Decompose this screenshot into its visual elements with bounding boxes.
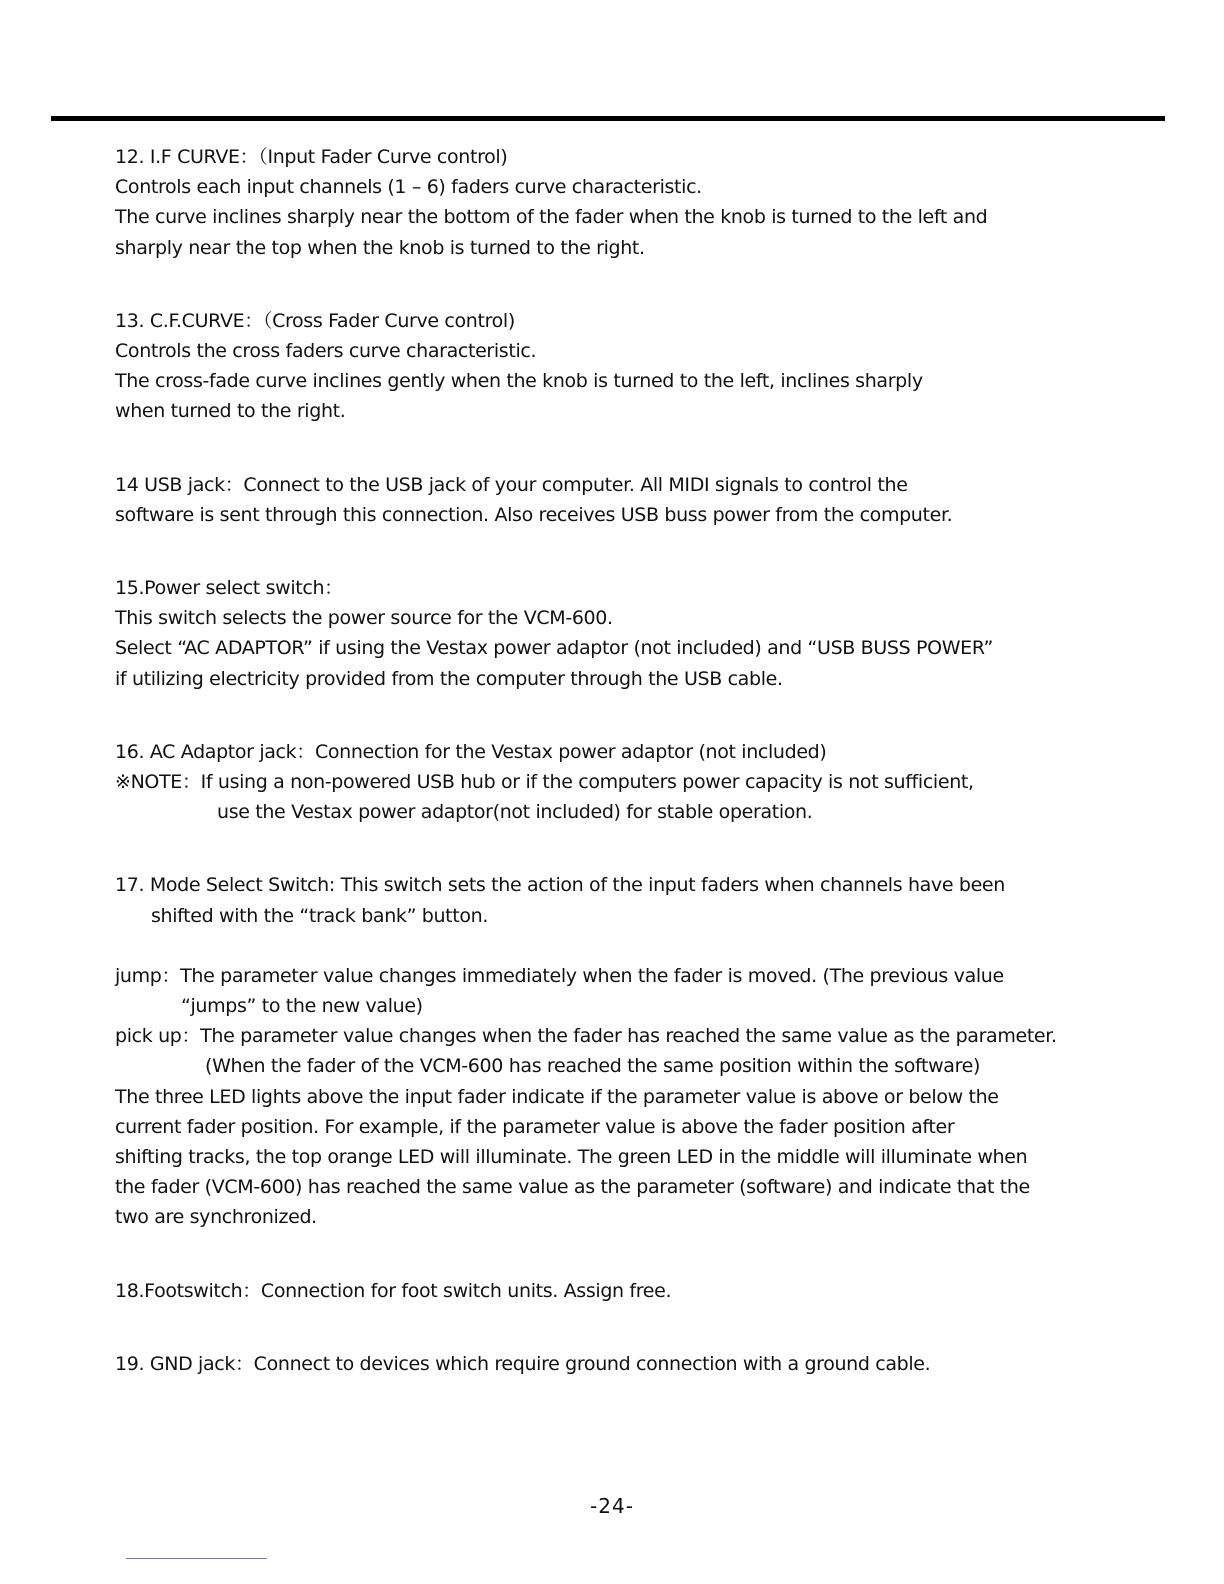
section-usb-jack (115, 470, 1155, 530)
section-title: 16. AC Adaptor jack：Connection for the Vestax power adaptor (not included) (115, 740, 827, 763)
paragraph-line: two are synchronized. (115, 1206, 317, 1229)
header-rule (51, 116, 1165, 121)
paragraph-line: 14 USB jack：Connect to the USB jack of your computer. All MIDI signals to control the (115, 473, 908, 496)
section-title: 15.Power select switch： (115, 577, 343, 600)
paragraph-line: software is sent through this connection. Also receives USB buss power from the computer. (115, 503, 953, 526)
note-line: ※NOTE：If using a non-powered USB hub or if the computers power capacity is not sufficient, (115, 771, 974, 794)
section-title: 17. Mode Select Switch: This switch sets the action of the input faders when channels have been (115, 874, 1005, 897)
section-title: 12. I.F CURVE：（Input Fader Curve control) (115, 146, 508, 168)
paragraph-line: Select “AC ADAPTOR” if using the Vestax power adaptor (not included) and “USB BUSS POWER” (115, 637, 993, 660)
section-title: 19. GND jack：Connect to devices which require ground connection with a ground cable. (115, 1352, 931, 1375)
mode-pickup-line: pick up：The parameter value changes when the fader has reached the same value as the parameter. (115, 1025, 1057, 1048)
paragraph-line: sharply near the top when the knob is turned to the right. (115, 236, 645, 259)
mode-pickup-line: (When the fader of the VCM-600 has reached the same position within the software) (205, 1055, 981, 1078)
paragraph-line: The cross-fade curve inclines gently when the knob is turned to the left, inclines sharply (115, 370, 923, 393)
paragraph-line: when turned to the right. (115, 400, 346, 423)
section-title: shifted with the “track bank” button. (151, 904, 489, 927)
section-if-curve (115, 142, 1155, 263)
paragraph-line: shifting tracks, the top orange LED will illuminate. The green LED in the middle will illuminate when (115, 1146, 1028, 1169)
paragraph-line: Controls the cross faders curve characteristic. (115, 340, 537, 363)
section-title: 13. C.F.CURVE：（Cross Fader Curve control) (115, 309, 515, 332)
mode-jump-line: jump：The parameter value changes immediately when the fader is moved. (The previous value (115, 964, 1004, 987)
section-ac-adaptor (115, 737, 1155, 828)
paragraph-line: the fader (VCM-600) has reached the same value as the parameter (software) and indicate that the (115, 1176, 1030, 1199)
section-title: 18.Footswitch：Connection for foot switch units. Assign free. (115, 1279, 672, 1302)
note-line: use the Vestax power adaptor(not included) for stable operation. (217, 801, 813, 824)
section-gnd-jack (115, 1349, 1155, 1379)
mode-jump-line: “jumps” to the new value) (181, 995, 423, 1018)
footer-rule (126, 1558, 267, 1559)
paragraph-line: Controls each input channels (1 – 6) faders curve characteristic. (115, 176, 702, 199)
paragraph-line: The curve inclines sharply near the bottom of the fader when the knob is turned to the left and (115, 206, 988, 229)
section-cf-curve (115, 306, 1155, 427)
section-footswitch (115, 1276, 1155, 1306)
paragraph-line: This switch selects the power source for the VCM-600. (115, 607, 613, 630)
section-mode-select (115, 870, 1155, 1232)
paragraph-line: The three LED lights above the input fader indicate if the parameter value is above or below the (115, 1085, 999, 1108)
paragraph-line: if utilizing electricity provided from the computer through the USB cable. (115, 667, 783, 690)
section-power-select (115, 573, 1155, 694)
page-number: -24- (590, 1494, 634, 1518)
paragraph-line: current fader position. For example, if the parameter value is above the fader position after (115, 1115, 955, 1138)
manual-body (115, 142, 1155, 1379)
